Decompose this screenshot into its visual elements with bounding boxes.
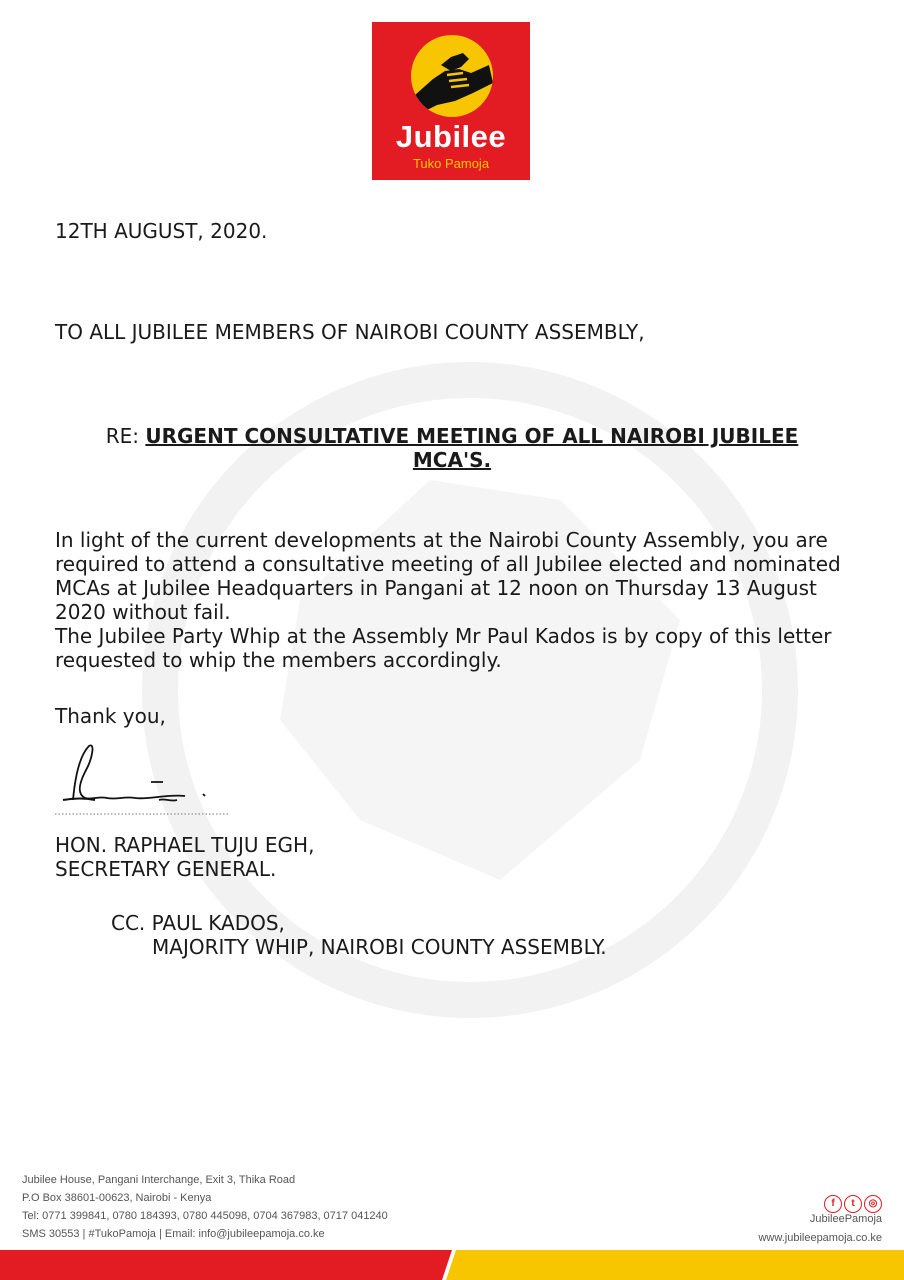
handshake-icon [411, 35, 493, 117]
social-handle: JubileePamoja [809, 1213, 882, 1225]
twitter-icon[interactable]: t [844, 1195, 862, 1213]
body-paragraph: In light of the current developments at the Nairobi County Assembly, you are required to attend a consultative meeting of all Jubilee elected and nominated MCAs at Jubilee Headquarters in Pangani at 12 noon on Thursday 13 August 2020 without fail. [55, 528, 841, 624]
letter-closing: Thank you, [55, 704, 166, 728]
handwritten-signature [55, 738, 230, 818]
footer-stripe [0, 1250, 904, 1280]
letter-salutation: TO ALL JUBILEE MEMBERS OF NAIROBI COUNTY ASSEMBLY, [55, 320, 645, 344]
instagram-icon[interactable]: ◎ [864, 1195, 882, 1213]
re-subject-line1: URGENT CONSULTATIVE MEETING OF ALL NAIROBI JUBILEE [145, 424, 799, 448]
body-paragraph: The Jubilee Party Whip at the Assembly Mr Paul Kados is by copy of this letter requested to whip the members accordingly. [55, 624, 832, 672]
brand-tagline: Tuko Pamoja [412, 156, 490, 171]
jubilee-logo [372, 22, 530, 180]
letter-body [55, 528, 855, 672]
footer-phones: Tel: 0771 399841, 0780 184393, 0780 445098, 0704 367983, 0717 041240 [22, 1210, 388, 1222]
footer-address: Jubilee House, Pangani Interchange, Exit 3, Thika Road [22, 1174, 296, 1186]
signatory-name: HON. RAPHAEL TUJU EGH, [55, 833, 315, 857]
re-prefix: RE: [105, 424, 140, 448]
cc-line: CC. PAUL KADOS, [111, 911, 285, 935]
brand-name: Jubilee [395, 119, 507, 154]
cc-line: MAJORITY WHIP, NAIROBI COUNTY ASSEMBLY. [152, 935, 607, 959]
social-icons [822, 1191, 884, 1209]
footer-po-box: P.O Box 38601-00623, Nairobi - Kenya [22, 1192, 212, 1204]
re-subject-line2: MCA'S [412, 448, 484, 472]
facebook-icon[interactable]: f [824, 1195, 842, 1213]
signatory-title: SECRETARY GENERAL. [55, 857, 277, 881]
re-suffix: . [483, 448, 492, 472]
website-link[interactable]: www.jubileepamoja.co.ke [758, 1232, 882, 1244]
letter-subject [40, 424, 864, 472]
letter-date: 12TH AUGUST, 2020. [55, 219, 268, 243]
footer-sms-email: SMS 30553 | #TukoPamoja | Email: info@jubileepamoja.co.ke [22, 1228, 325, 1240]
